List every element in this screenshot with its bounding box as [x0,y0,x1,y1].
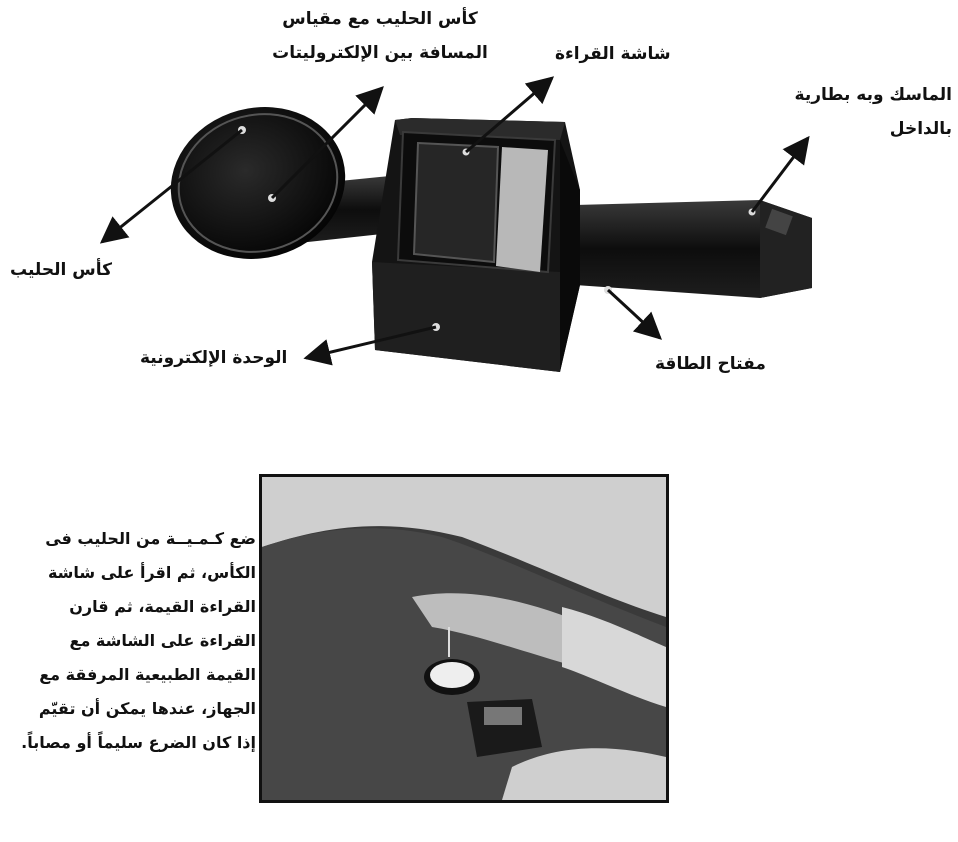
arrow-power-switch [608,290,660,338]
label-cup-with-meter-line1: كأس الحليب مع مقياس [282,9,478,29]
instruction-paragraph [4,522,256,760]
instruction-line: ضع كـمـيــة من الحليب فى [45,529,256,548]
instruction-line: القراءة القيمة، ثم قارن [69,597,256,616]
label-handle-line1: الماسك وبه بطارية [794,85,952,105]
label-electronic-unit: الوحدة الإلكترونية [140,348,288,368]
milk-cup-shape [154,88,363,278]
label-cup-with-meter [270,2,490,70]
usage-photo [259,474,669,803]
reading-screen-shape [398,132,555,272]
label-power-switch: مفتاح الطاقة [655,354,766,374]
instruction-line: الكأس، ثم اقرأ على شاشة [47,563,256,582]
label-reading-screen: شاشة القراءة [555,44,671,64]
label-handle [794,78,952,146]
label-cup-with-meter-line2: المسافة بين الإلكتروليتات [272,43,488,63]
instruction-line: القراءة على الشاشة مع [69,631,256,650]
arrow-handle [752,138,808,212]
instruction-line: الجهاز، عندها يمكن أن تقيّم [38,699,256,718]
label-handle-line2: بالداخل [889,119,952,139]
handle-shape [575,200,812,298]
label-milk-cup: كأس الحليب [10,260,112,280]
instruction-line: إذا كان الضرع سليماً أو مصاباً. [21,733,256,752]
instruction-line: القيمة الطبيعية المرفقة مع [39,665,256,684]
usage-photo-image [262,477,666,800]
